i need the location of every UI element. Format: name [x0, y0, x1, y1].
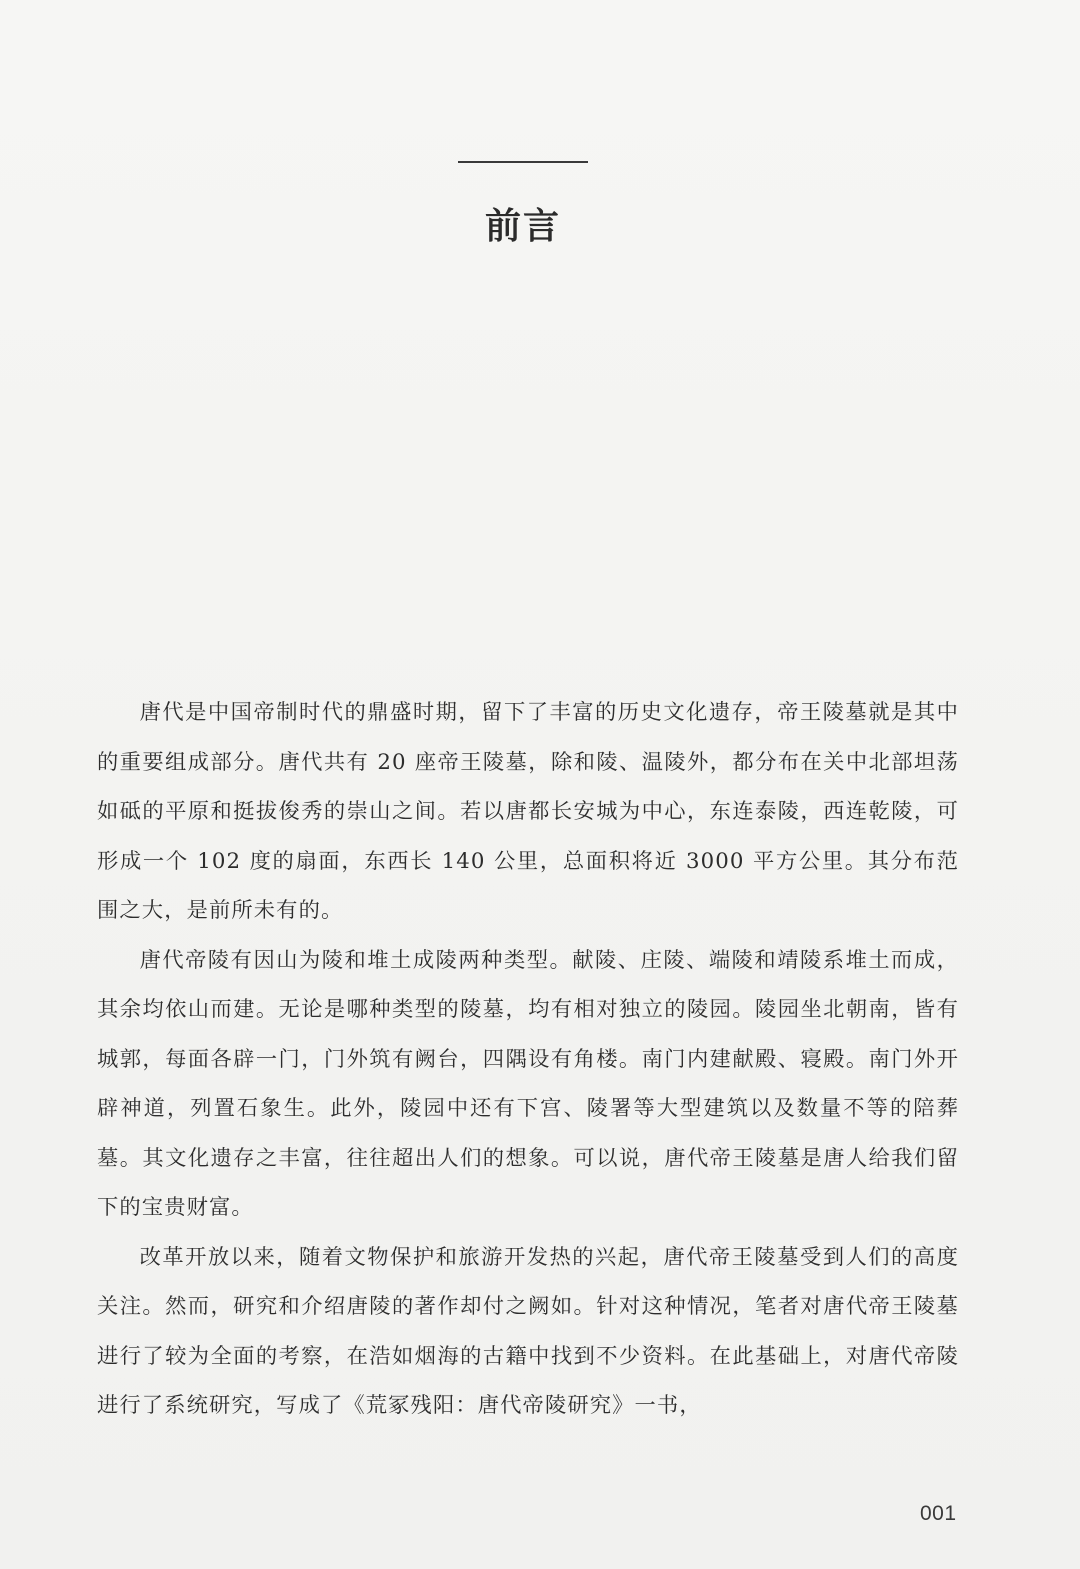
- preface-body: [97, 688, 959, 1431]
- paragraph-2: 唐代帝陵有因山为陵和堆土成陵两种类型。献陵、庄陵、端陵和靖陵系堆土而成，其余均依山而建。无论是哪种类型的陵墓，均有相对独立的陵园。陵园坐北朝南，皆有城郭，每面各辟一门，门外筑有阙台，四隅设有角楼。南门内建献殿、寝殿。南门外开辟神道，列置石象生。此外，陵园中还有下宫、陵署等大型建筑以及数量不等的陪葬墓。其文化遗存之丰富，往往超出人们的想象。可以说，唐代帝王陵墓是唐人给我们留下的宝贵财富。: [97, 947, 959, 1220]
- page-title: 前言: [484, 205, 561, 247]
- page-number: 001: [920, 1502, 957, 1525]
- paragraph-1: 唐代是中国帝制时代的鼎盛时期，留下了丰富的历史文化遗存，帝王陵墓就是其中的重要组成部分。唐代共有 20 座帝王陵墓，除和陵、温陵外，都分布在关中北部坦荡如砥的平原和挺拔俊秀的崇山之间。若以唐都长安城为中心，东连泰陵，西连乾陵，可形成一个 102 度的扇面，东西长 140 公里，总面积将近 3000 平方公里。其分布范围之大，是前所未有的。: [97, 700, 959, 923]
- paragraph-3: 改革开放以来，随着文物保护和旅游开发热的兴起，唐代帝王陵墓受到人们的高度关注。然而，研究和介绍唐陵的著作却付之阙如。针对这种情况，笔者对唐代帝王陵墓进行了较为全面的考察，在浩如烟海的古籍中找到不少资料。在此基础上，对唐代帝陵进行了系统研究，写成了《荒冢残阳：唐代帝陵研究》一书，: [97, 1244, 959, 1418]
- title-rule: [458, 161, 588, 163]
